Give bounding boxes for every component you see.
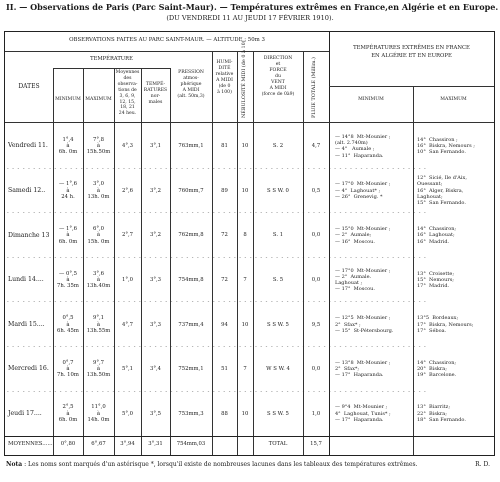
row-rain: 0,5	[311, 187, 321, 194]
row-wind: S. 2	[272, 143, 284, 150]
row-date: Mercredi 16.	[8, 365, 49, 373]
col-divider	[141, 68, 142, 455]
header-minimum: MINIMUM	[55, 97, 81, 102]
header-nebulosite: NÉBULOSITÉ MIDI (de 0 à 10)	[241, 40, 247, 118]
row-neb: 10	[241, 187, 249, 194]
row-wind: W S W. 4	[266, 366, 290, 373]
row-extreme-max: 13° Biarritz; 22° Biskra; 18° San Fernando.	[417, 404, 466, 424]
moyennes-total: 15,7	[310, 441, 322, 447]
header-extremes: TEMPÉRATURES EXTRÊMES EN FRANCE EN ALGÉRIE ET EN EUROPE	[353, 45, 470, 59]
header-maximum: MAXIMUM	[85, 97, 112, 102]
dotted-separator: - - - - - - - - - - - - - - - - - - - - - - - - - - - - - - - - - - - - - - - - - - - - - - - - - - - - - - - - - - - - - - - - - - - - - - - - - - - - - - - -	[7, 210, 427, 217]
row-max: 11°,0 à 14h. 0m	[87, 404, 110, 424]
row-min: 0°,5 à 6h. 45m	[57, 315, 79, 334]
row-wind: S. 5	[272, 276, 284, 283]
row-date: Dimanche 13	[8, 231, 50, 239]
row-moy: 5°,1	[121, 366, 134, 373]
row-extreme-max: 14° Chassiron; 16° Laghouat; 16° Madrid.	[417, 226, 457, 245]
row-extreme-min: — 17°0 Mt-Mounier ; — 2° Aumale. Laghouat ; — 17° Moscou.	[335, 267, 391, 293]
row-max: 3°,0 à 13h. 0m	[87, 181, 110, 201]
col-divider	[53, 68, 54, 455]
dotted-separator: - - - - - - - - - - - - - - - - - - - - - - - - - - - - - - - - - - - - - - - - - - - - - - - - - - - - - - - - - - - - - - - - - - - - - - - - - - - - - - - -	[7, 344, 427, 350]
header-direction: DIRECTION et FORCE du VENT A MIDI (force de 0à9)	[261, 56, 295, 97]
row-norm: 3°,3	[149, 321, 162, 328]
row-min: 2°,5 à 6h. 0m	[58, 404, 78, 424]
row-max: 3°,6 à 13h.40m	[86, 270, 111, 290]
row-max: 6°,0 à 15h. 0m	[87, 226, 110, 245]
row-press: 763mm,1	[178, 143, 204, 150]
row-wind: S S W. 0	[267, 187, 289, 194]
row-extreme-min: — 13°8 Mt-Mounier ; 2° Sfax*; — 17° Haparanda.	[335, 359, 391, 379]
row-hum: 72	[221, 232, 228, 239]
row-min: — 1°,6 à 6h. 0m	[58, 226, 78, 245]
header-minimum-right: MINIMUM	[358, 97, 384, 102]
observations-table	[4, 31, 495, 456]
moyennes-moy: 3°,94	[120, 441, 135, 447]
header-moyennes: Moyennes des observa- tions de 3, 6, 9, 12, 15, 18, 21 24 heu.	[115, 70, 140, 117]
row-divider	[5, 436, 494, 437]
row-rain: 0,0	[311, 232, 321, 239]
dotted-separator: - - - - - - - - - - - - - - - - - - - - - - - - - - - - - - - - - - - - - - - - - - - - - - - - - - - - - - - - - - - - - - - - - - - - - - - - - - - - - - - -	[7, 254, 427, 261]
row-extreme-min: — 17°0 Mt-Mounier ; — 4° Laghouat* ; — 26° Grenevig. *	[335, 181, 391, 201]
moyennes-norm: 3°,31	[148, 441, 163, 447]
col-divider	[83, 68, 84, 455]
row-date: Mardi 15....	[8, 320, 45, 328]
dotted-separator: - - - - - - - - - - - - - - - - - - - - - - - - - - - - - - - - - - - - - - - - - - - - - - - - - - - - - - - - - - - - - - - - - - - - - - - - - - - - - - - -	[7, 299, 427, 306]
moyennes-label: MOYENNES......	[8, 441, 53, 447]
page-title: II. — Observations de Paris (Parc Saint-Maur). — Températures extrêmes en France,en Algérie et en Europe.	[6, 2, 499, 12]
row-norm: 3°,2	[149, 232, 162, 239]
row-hum: 89	[221, 187, 228, 194]
header-dates: DATES	[18, 83, 40, 90]
header-temp-normales: TEMPÉ- RATURES nor- males	[143, 82, 168, 106]
col-divider	[114, 68, 115, 455]
row-min: — 1°,6 à 24 h.	[58, 181, 78, 201]
row-min: — 0°,5 à 7h. 35m	[57, 270, 79, 290]
row-extreme-min: — 14°8 Mt-Mounier ; (alt. 2.740m) — 4° Aumale ; — 11° Haparanda.	[335, 133, 391, 159]
row-min: 0°,7 à 7h. 10m	[57, 359, 79, 379]
row-neb: 8	[243, 232, 247, 239]
row-max: 9°,7 à 13h.50m	[86, 359, 111, 379]
row-press: 737mm,4	[178, 321, 204, 328]
note-label: Nota	[6, 461, 23, 468]
row-moy: 4°,7	[121, 321, 134, 328]
row-press: 762mm,8	[178, 232, 204, 239]
row-neb: 7	[243, 276, 247, 283]
row-divider	[5, 51, 329, 52]
row-min: 1°,4 à 6h. 0m	[58, 136, 78, 156]
col-divider	[413, 86, 414, 455]
row-wind: S S W. 5	[267, 321, 289, 328]
dotted-separator: - - - - - - - - - - - - - - - - - - - - - - - - - - - - - - - - - - - - - - - - - - - - - - - - - - - - - - - - - - - - - - - - - - - - - - - - - - - - - - - -	[7, 165, 427, 172]
row-norm: 3°,1	[149, 143, 162, 150]
row-extreme-min: — 9°4 Mt-Mounier ; 4° Laghouat, Tunis* ; — 17° Haparanda.	[335, 404, 391, 424]
row-press: 752mm,1	[178, 366, 204, 373]
col-divider	[170, 68, 171, 455]
moyennes-press: 754mm,03	[176, 441, 206, 447]
row-moy: 2°,6	[121, 187, 134, 194]
row-divider	[329, 86, 494, 87]
row-hum: 88	[221, 410, 228, 417]
footer-note	[6, 461, 494, 468]
row-moy: 5°,0	[121, 410, 134, 417]
row-extreme-min: — 12°5 Mt-Mounier ; 2° Sfax* ; — 15° St-Pétersbourg.	[335, 315, 394, 334]
row-moy: 2°,7	[121, 232, 134, 239]
row-hum: 72	[221, 276, 228, 283]
row-extreme-max: 13°5 Bordeaux; 17° Biskra, Nemours; 17° Séboa.	[417, 315, 474, 334]
signature: R. D.	[475, 461, 490, 468]
row-norm: 3°,4	[149, 366, 162, 373]
header-temperature: TEMPÉRATURE	[90, 56, 133, 62]
row-hum: 51	[221, 366, 228, 373]
row-extreme-max: 14° Chassiron; 20° Biskra; 19° Barcelone.	[417, 359, 457, 379]
header-pluie: PLUIE TOTALE (Millim.)	[311, 57, 317, 118]
row-wind: S. 1	[272, 232, 284, 239]
row-neb: 10	[241, 321, 249, 328]
row-wind: S S W. 5	[267, 410, 289, 417]
header-observations: OBSERVATIONS FAITES AU PARC SAINT-MAUR. — ALTITUDE : 50m 3	[69, 37, 265, 43]
note-text: : Les noms sont marqués d'un astérisque *, lorsqu'il existe de nombreuses lacunes dans les tableaux des températures extrêmes.	[22, 461, 418, 468]
row-extreme-max: 12° Sicié, Ile d'Aix, Ouessant; 16° Alger, Biskra, Laghouat; 15° San Fernando.	[417, 175, 467, 207]
row-moy: 4°,3	[121, 143, 134, 150]
moyennes-min: 0°,80	[60, 441, 76, 447]
row-moy: 1°,0	[121, 276, 134, 283]
row-neb: 10	[241, 410, 249, 417]
row-divider	[5, 122, 494, 123]
row-date: Jeudi 17....	[8, 409, 42, 417]
row-date: Lundi 14....	[8, 276, 44, 284]
row-rain: 0,0	[311, 276, 321, 283]
row-extreme-min: — 15°0 Mt-Mounier ; — 2° Aumale; — 16° Moscou.	[335, 226, 391, 245]
page-subtitle: (DU VENDREDI 11 AU JEUDI 17 FÉVRIER 1910).	[166, 14, 334, 22]
row-hum: 81	[221, 143, 228, 150]
row-norm: 3°,5	[149, 410, 162, 417]
row-press: 754mm,8	[178, 276, 204, 283]
row-norm: 3°,3	[149, 276, 162, 283]
row-hum: 94	[221, 321, 228, 328]
row-date: Vendredi 11.	[8, 142, 48, 150]
moyennes-total-label: TOTAL	[268, 441, 288, 447]
row-extreme-max: 14° Chassiron ; 16° Biskra, Nemours ; 10° San Fernando.	[417, 136, 475, 156]
row-max: 7°,8 à 15h.50m	[86, 136, 111, 156]
row-neb: 7	[243, 366, 247, 373]
row-divider	[53, 68, 170, 69]
header-maximum-right: MAXIMUM	[440, 97, 467, 102]
row-rain: 4,7	[311, 143, 321, 150]
row-rain: 9,5	[311, 321, 321, 328]
row-date: Samedi 12..	[8, 186, 46, 194]
row-norm: 3°,2	[149, 187, 162, 194]
dotted-separator: - - - - - - - - - - - - - - - - - - - - - - - - - - - - - - - - - - - - - - - - - - - - - - - - - - - - - - - - - - - - - - - - - - - - - - - - - - - - - - - -	[7, 388, 427, 395]
row-neb: 10	[241, 143, 249, 150]
header-pression: PRESSION atmos- phérique A MIDI (alt. 50m,3)	[177, 70, 205, 100]
row-press: 753mm,3	[178, 410, 204, 417]
moyennes-max: 6°,67	[91, 441, 106, 447]
header-humidite: HUMI- DITÉ relative A MIDI (de 0 à 100)	[215, 60, 234, 96]
row-rain: 1,0	[311, 410, 321, 417]
row-extreme-max: 13° Croisette; 15° Nemours; 17° Madrid.	[417, 270, 455, 290]
row-max: 9°,1 à 13h.55m	[86, 315, 111, 334]
row-rain: 0,0	[311, 366, 321, 373]
row-press: 760mm,7	[178, 187, 204, 194]
